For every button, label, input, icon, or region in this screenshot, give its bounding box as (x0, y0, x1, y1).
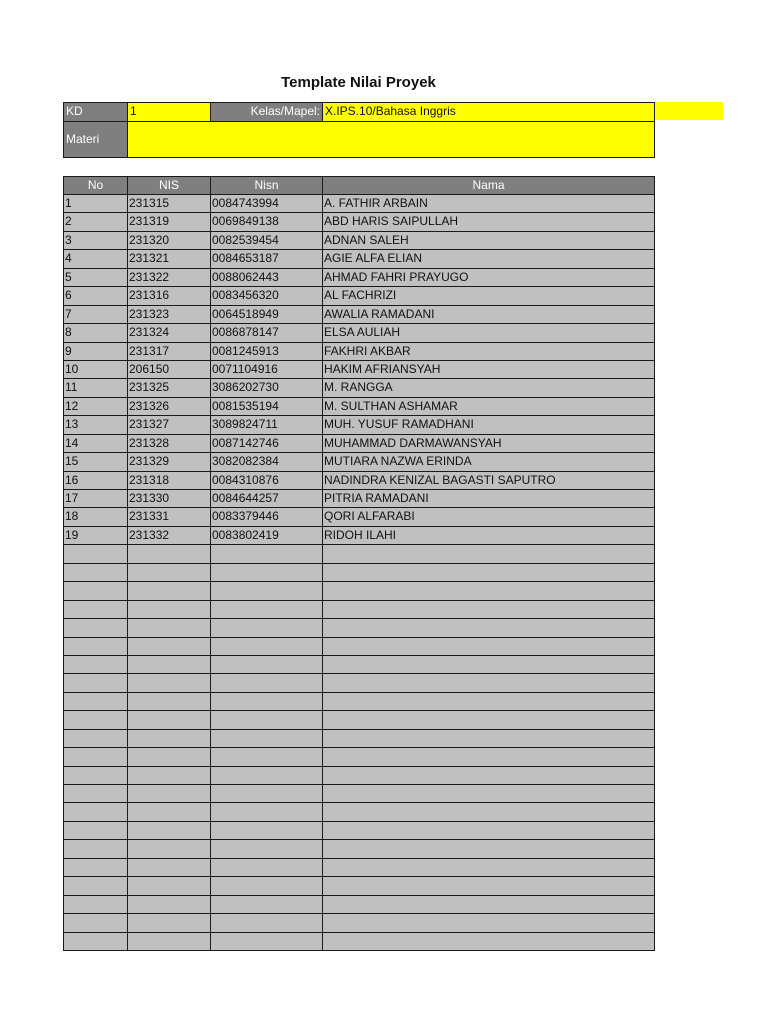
cell-nisn[interactable] (211, 674, 323, 692)
cell-nis[interactable] (128, 600, 211, 618)
table-row (64, 360, 655, 378)
cell-nisn[interactable] (211, 619, 323, 637)
cell-no[interactable] (64, 545, 128, 563)
cell-no[interactable]: 13 (64, 416, 128, 434)
cell-no[interactable]: 7 (64, 305, 128, 323)
cell-nama[interactable]: MUTIARA NAZWA ERINDA (323, 453, 655, 471)
table-row (64, 379, 655, 397)
cell-nama[interactable] (323, 637, 655, 655)
cell-nama[interactable]: HAKIM AFRIANSYAH (323, 360, 655, 378)
table-row (64, 785, 655, 803)
cell-no[interactable]: 17 (64, 490, 128, 508)
cell-nisn[interactable] (211, 545, 323, 563)
cell-no[interactable]: 12 (64, 397, 128, 415)
cell-nama[interactable]: AHMAD FAHRI PRAYUGO (323, 268, 655, 286)
cell-nama[interactable] (323, 692, 655, 710)
cell-nama[interactable] (323, 711, 655, 729)
cell-nis[interactable]: 231317 (128, 342, 211, 360)
cell-nis[interactable] (128, 692, 211, 710)
cell-nama[interactable] (323, 582, 655, 600)
cell-nis[interactable]: 231331 (128, 508, 211, 526)
cell-nama[interactable]: MUH. YUSUF RAMADHANI (323, 416, 655, 434)
cell-nis[interactable] (128, 895, 211, 913)
cell-nama[interactable] (323, 821, 655, 839)
cell-nis[interactable] (128, 785, 211, 803)
cell-nama[interactable] (323, 858, 655, 876)
cell-no[interactable] (64, 674, 128, 692)
table-row (64, 619, 655, 637)
page-title: Template Nilai Proyek (281, 74, 436, 91)
cell-no[interactable] (64, 785, 128, 803)
cell-nis[interactable] (128, 655, 211, 673)
cell-nis[interactable] (128, 545, 211, 563)
cell-nisn[interactable] (211, 766, 323, 784)
cell-no[interactable] (64, 692, 128, 710)
table-row (64, 858, 655, 876)
materi-value-cell[interactable] (128, 122, 655, 158)
header-info-table (63, 102, 655, 158)
table-row (64, 600, 655, 618)
cell-nis[interactable] (128, 840, 211, 858)
cell-no[interactable]: 6 (64, 287, 128, 305)
table-row (64, 821, 655, 839)
cell-nisn[interactable]: 3089824711 (211, 416, 323, 434)
cell-nama[interactable]: QORI ALFARABI (323, 508, 655, 526)
table-row (64, 729, 655, 747)
cell-nisn[interactable]: 3082082384 (211, 453, 323, 471)
cell-no[interactable]: 4 (64, 250, 128, 268)
cell-no[interactable]: 9 (64, 342, 128, 360)
cell-nis[interactable] (128, 729, 211, 747)
cell-nis[interactable]: 231332 (128, 526, 211, 544)
cell-nis[interactable] (128, 932, 211, 950)
cell-no[interactable]: 11 (64, 379, 128, 397)
student-table (63, 176, 655, 951)
cell-nisn[interactable] (211, 711, 323, 729)
table-row (64, 305, 655, 323)
cell-nama[interactable]: PITRIA RAMADANI (323, 490, 655, 508)
cell-nama[interactable] (323, 932, 655, 950)
cell-nisn[interactable] (211, 655, 323, 673)
cell-nama[interactable]: ELSA AULIAH (323, 324, 655, 342)
cell-no[interactable] (64, 766, 128, 784)
cell-nisn[interactable] (211, 914, 323, 932)
cell-nama[interactable] (323, 619, 655, 637)
cell-nis[interactable]: 231316 (128, 287, 211, 305)
table-row (64, 803, 655, 821)
cell-nis[interactable] (128, 563, 211, 581)
table-row (64, 342, 655, 360)
table-row (64, 674, 655, 692)
cell-nisn[interactable] (211, 803, 323, 821)
cell-no[interactable]: 8 (64, 324, 128, 342)
cell-no[interactable]: 19 (64, 526, 128, 544)
table-row (64, 397, 655, 415)
table-row (64, 582, 655, 600)
table-row (64, 490, 655, 508)
cell-no[interactable]: 16 (64, 471, 128, 489)
cell-nis[interactable]: 231324 (128, 324, 211, 342)
cell-nama[interactable]: MUHAMMAD DARMAWANSYAH (323, 434, 655, 452)
cell-nis[interactable]: 231322 (128, 268, 211, 286)
cell-no[interactable] (64, 821, 128, 839)
cell-nis[interactable] (128, 858, 211, 876)
table-body (64, 195, 655, 951)
cell-nisn[interactable]: 0083379446 (211, 508, 323, 526)
table-row (64, 545, 655, 563)
cell-nisn[interactable] (211, 748, 323, 766)
table-header-row (64, 177, 655, 195)
cell-no[interactable]: 18 (64, 508, 128, 526)
cell-no[interactable] (64, 655, 128, 673)
column-header-nis: NIS (128, 177, 211, 195)
cell-nis[interactable]: 231325 (128, 379, 211, 397)
column-header-nama: Nama (323, 177, 655, 195)
table-row (64, 508, 655, 526)
cell-no[interactable] (64, 729, 128, 747)
cell-nisn[interactable]: 0083802419 (211, 526, 323, 544)
cell-nis[interactable] (128, 711, 211, 729)
cell-nis[interactable] (128, 914, 211, 932)
table-row (64, 563, 655, 581)
cell-nisn[interactable] (211, 637, 323, 655)
cell-nisn[interactable]: 0081245913 (211, 342, 323, 360)
cell-nama[interactable] (323, 840, 655, 858)
cell-no[interactable] (64, 582, 128, 600)
cell-nisn[interactable] (211, 582, 323, 600)
table-row (64, 324, 655, 342)
cell-nis[interactable]: 231329 (128, 453, 211, 471)
cell-nisn[interactable] (211, 785, 323, 803)
cell-nisn[interactable] (211, 692, 323, 710)
table-row (64, 655, 655, 673)
table-row (64, 526, 655, 544)
cell-nis[interactable]: 231318 (128, 471, 211, 489)
cell-nisn[interactable] (211, 932, 323, 950)
cell-nisn[interactable] (211, 858, 323, 876)
column-header-nisn: Nisn (211, 177, 323, 195)
cell-nis[interactable]: 231327 (128, 416, 211, 434)
table-row (64, 213, 655, 231)
cell-nama[interactable]: ADNAN SALEH (323, 231, 655, 249)
table-row (64, 287, 655, 305)
table-row (64, 748, 655, 766)
cell-nama[interactable]: M. RANGGA (323, 379, 655, 397)
cell-nama[interactable]: AWALIA RAMADANI (323, 305, 655, 323)
cell-nisn[interactable]: 0083456320 (211, 287, 323, 305)
cell-nisn[interactable] (211, 877, 323, 895)
cell-nama[interactable]: NADINDRA KENIZAL BAGASTI SAPUTRO (323, 471, 655, 489)
cell-no[interactable] (64, 711, 128, 729)
cell-nis[interactable] (128, 619, 211, 637)
cell-nama[interactable] (323, 895, 655, 913)
table-row (64, 914, 655, 932)
cell-nisn[interactable]: 0084644257 (211, 490, 323, 508)
cell-no[interactable] (64, 840, 128, 858)
cell-nisn[interactable] (211, 729, 323, 747)
table-row (64, 434, 655, 452)
cell-nama[interactable] (323, 785, 655, 803)
table-row (64, 471, 655, 489)
cell-nis[interactable] (128, 877, 211, 895)
cell-no[interactable]: 1 (64, 195, 128, 213)
table-row (64, 195, 655, 213)
cell-nisn[interactable]: 0069849138 (211, 213, 323, 231)
cell-nisn[interactable]: 0082539454 (211, 231, 323, 249)
table-row (64, 692, 655, 710)
materi-label: Materi (64, 122, 128, 158)
cell-nisn[interactable]: 0084310876 (211, 471, 323, 489)
cell-nis[interactable]: 231330 (128, 490, 211, 508)
cell-nis[interactable] (128, 674, 211, 692)
cell-nis[interactable] (128, 637, 211, 655)
table-row (64, 637, 655, 655)
cell-nisn[interactable]: 0084743994 (211, 195, 323, 213)
cell-nis[interactable]: 231319 (128, 213, 211, 231)
cell-nisn[interactable] (211, 563, 323, 581)
table-row (64, 895, 655, 913)
cell-no[interactable]: 15 (64, 453, 128, 471)
cell-nama[interactable]: RIDOH ILAHI (323, 526, 655, 544)
cell-no[interactable] (64, 563, 128, 581)
cell-nama[interactable] (323, 655, 655, 673)
table-row (64, 231, 655, 249)
cell-nama[interactable] (323, 545, 655, 563)
cell-no[interactable] (64, 803, 128, 821)
kd-label: KD (64, 103, 128, 122)
cell-no[interactable] (64, 600, 128, 618)
cell-nama[interactable]: AGIE ALFA ELIAN (323, 250, 655, 268)
cell-nis[interactable]: 206150 (128, 360, 211, 378)
cell-nisn[interactable] (211, 600, 323, 618)
cell-no[interactable]: 10 (64, 360, 128, 378)
cell-nama[interactable] (323, 729, 655, 747)
table-row (64, 932, 655, 950)
table-row (64, 268, 655, 286)
kd-value-cell[interactable]: 1 (128, 103, 211, 122)
cell-nis[interactable]: 231320 (128, 231, 211, 249)
cell-nama[interactable] (323, 748, 655, 766)
cell-nis[interactable]: 231328 (128, 434, 211, 452)
cell-nama[interactable] (323, 914, 655, 932)
cell-nama[interactable] (323, 766, 655, 784)
cell-nis[interactable] (128, 821, 211, 839)
cell-nama[interactable]: ABD HARIS SAIPULLAH (323, 213, 655, 231)
cell-nisn[interactable] (211, 840, 323, 858)
cell-nisn[interactable]: 0084653187 (211, 250, 323, 268)
cell-nis[interactable] (128, 766, 211, 784)
cell-nama[interactable] (323, 563, 655, 581)
cell-nis[interactable]: 231315 (128, 195, 211, 213)
table-row (64, 416, 655, 434)
cell-no[interactable] (64, 877, 128, 895)
table-row (64, 766, 655, 784)
cell-nama[interactable] (323, 877, 655, 895)
cell-nisn[interactable]: 0064518949 (211, 305, 323, 323)
cell-nama[interactable]: A. FATHIR ARBAIN (323, 195, 655, 213)
cell-no[interactable] (64, 637, 128, 655)
kelas-mapel-label: Kelas/Mapel: (211, 103, 323, 122)
cell-nama[interactable]: FAKHRI AKBAR (323, 342, 655, 360)
cell-no[interactable] (64, 858, 128, 876)
cell-no[interactable] (64, 619, 128, 637)
cell-no[interactable] (64, 748, 128, 766)
cell-nis[interactable] (128, 582, 211, 600)
cell-nama[interactable] (323, 600, 655, 618)
kelas-mapel-value-cell[interactable]: X.IPS.10/Bahasa Inggris (323, 103, 655, 122)
cell-no[interactable] (64, 932, 128, 950)
cell-nama[interactable] (323, 674, 655, 692)
cell-nis[interactable] (128, 803, 211, 821)
cell-nis[interactable]: 231321 (128, 250, 211, 268)
table-row (64, 840, 655, 858)
cell-nis[interactable] (128, 748, 211, 766)
cell-nama[interactable]: M. SULTHAN ASHAMAR (323, 397, 655, 415)
cell-nama[interactable]: AL FACHRIZI (323, 287, 655, 305)
cell-nisn[interactable]: 0086878147 (211, 324, 323, 342)
cell-no[interactable]: 14 (64, 434, 128, 452)
cell-no[interactable]: 5 (64, 268, 128, 286)
cell-nisn[interactable]: 3086202730 (211, 379, 323, 397)
cell-nisn[interactable]: 0087142746 (211, 434, 323, 452)
column-header-no: No (64, 177, 128, 195)
cell-nisn[interactable]: 0088062443 (211, 268, 323, 286)
highlight-extension (654, 102, 723, 120)
cell-nisn[interactable] (211, 895, 323, 913)
cell-no[interactable] (64, 914, 128, 932)
table-row (64, 250, 655, 268)
cell-nis[interactable]: 231326 (128, 397, 211, 415)
cell-no[interactable] (64, 895, 128, 913)
cell-no[interactable]: 3 (64, 231, 128, 249)
cell-nis[interactable]: 231323 (128, 305, 211, 323)
cell-nisn[interactable] (211, 821, 323, 839)
cell-nisn[interactable]: 0081535194 (211, 397, 323, 415)
table-row (64, 453, 655, 471)
table-row (64, 711, 655, 729)
cell-nama[interactable] (323, 803, 655, 821)
cell-nisn[interactable]: 0071104916 (211, 360, 323, 378)
table-row (64, 877, 655, 895)
cell-no[interactable]: 2 (64, 213, 128, 231)
